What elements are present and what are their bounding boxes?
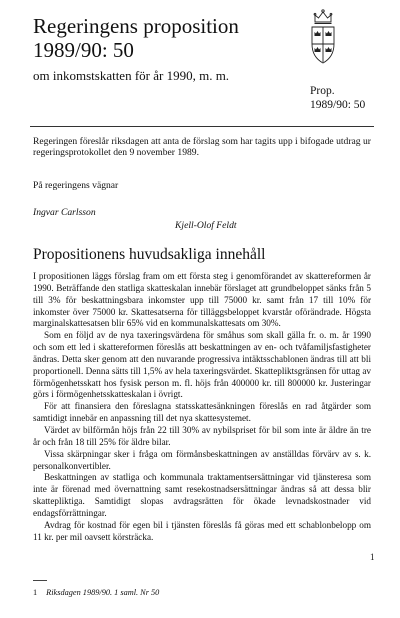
footnote-text: Riksdagen 1989/90. 1 saml. Nr 50: [46, 588, 160, 597]
document-subtitle: om inkomstskatten för år 1990, m. m.: [33, 68, 230, 83]
proposition-reference: [310, 84, 365, 112]
body-paragraph: För att finansiera den föreslagna statsskattesänkningen föreslås en rad åtgärder som samtidigt innebär en anpassning till det nya skattesystemet.: [33, 401, 371, 424]
body-paragraph: Beskattningen av statliga och kommunala traktamentsersättningar vid tjänsteresa som inte är förenad med övernattning samt resekostnadsersättningar ändras så att dessa blir skattepliktiga. Samtidigt slopas avdragsrätten för ökade levnadskostnader vid endagsförrättningar.: [33, 472, 371, 518]
title-line-2: 1989/90: 50: [33, 38, 134, 62]
section-heading: Propositionens huvudsakliga innehåll: [33, 246, 266, 263]
title-line-1: Regeringens proposition: [33, 14, 239, 38]
summary-body: [33, 271, 371, 543]
header-divider: [30, 126, 374, 127]
swedish-coat-of-arms-icon: [306, 8, 340, 66]
document-title: [33, 14, 239, 62]
body-paragraph: Som en följd av de nya taxeringsvärdena för småhus som skall gälla fr. o. m. år 1990 och som ett led i skattereformen föreslås att beskattningen av en- och tvåfamiljsfastigheter ändras. Detta sker genom att den nuvarande progressiva intäktsschablonen ändras till att bli proportionell. Denna sätts till 1,5% av hela taxeringsvärdet. Skattepliktsgränsen för uttag av förmögenhetsskatt hos fysisk person m. fl. höjs från 400000 kr. till 800000 kr. Justeringar görs i förmögenhetsskatteskalan i övrigt.: [33, 330, 371, 400]
footnote-number: 1: [33, 588, 38, 597]
footnote-divider: [33, 580, 47, 581]
on-behalf-line: På regeringens vägnar: [33, 180, 119, 191]
prop-number: 1989/90: 50: [310, 99, 366, 111]
body-paragraph: Avdrag för kostnad för egen bil i tjänsten föreslås få göras med ett schablonbelopp om 11 kr. per mil oavsett körsträcka.: [33, 519, 371, 542]
margin-page-mark: 1: [370, 552, 375, 562]
body-paragraph: I propositionen läggs förslag fram om ett första steg i genomförandet av skattereformen år 1990. Beträffande den statliga skatteskalan innebär förslaget att grundbeloppet sänks från 5 till 3% för beskattningsbara inkomster upp till 75000 kr. samt från 17 till 10% för inkomster över 75000 kr. Skattesatserna för tilläggsbeloppet kvarstår oförändrade. Högsta marginalskattesatsen blir 65% vid en kommunalskattesats om 30%.: [33, 271, 371, 329]
body-paragraph: Vissa skärpningar sker i fråga om förmånsbeskattningen av anställdas förvärv av s. k. personalkonvertibler.: [33, 448, 371, 471]
signatory-finance-minister: Kjell-Olof Feldt: [175, 220, 237, 231]
prop-label: Prop.: [310, 85, 335, 97]
footnote: [33, 588, 159, 597]
body-paragraph: Värdet av bilförmån höjs från 22 till 30% av nybilspriset för bil som inte är äldre än tre år och från 18 till 25% för äldre bilar.: [33, 424, 371, 447]
intro-paragraph: Regeringen föreslår riksdagen att anta de förslag som har tagits upp i bifogade utdrag ur regeringsprotokollet den 9 november 1989.: [33, 136, 371, 159]
signatory-prime-minister: Ingvar Carlsson: [33, 207, 96, 218]
